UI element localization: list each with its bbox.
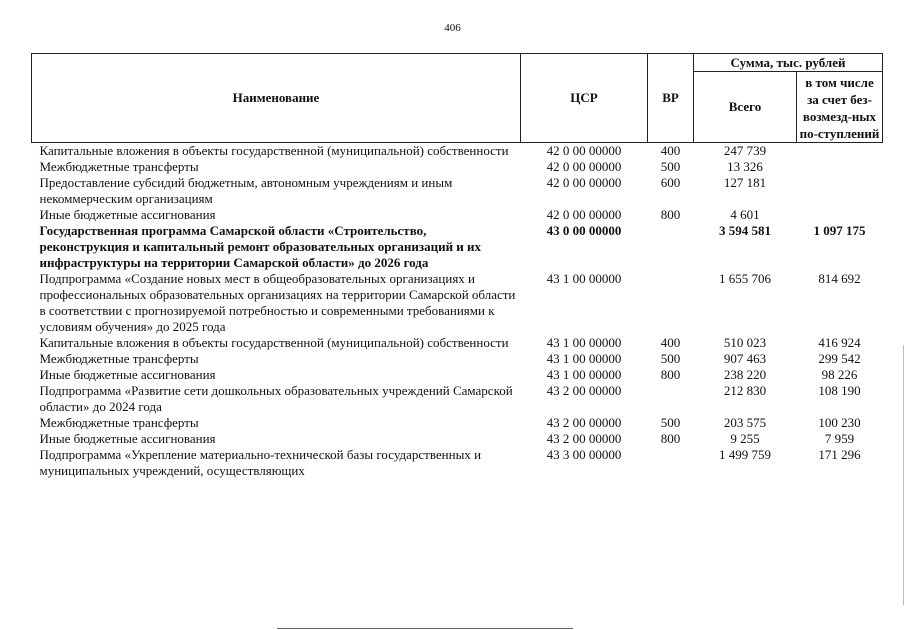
table-row bbox=[32, 223, 883, 271]
header-sum-group: Сумма, тыс. рублей bbox=[694, 54, 883, 72]
row-name: Межбюджетные трансферты bbox=[39, 159, 199, 174]
row-total: 4 601 bbox=[730, 207, 760, 222]
row-csr: 42 0 00 00000 bbox=[546, 159, 622, 174]
row-csr: 43 1 00 00000 bbox=[546, 351, 622, 366]
row-total: 203 575 bbox=[723, 415, 767, 430]
row-name: Капитальные вложения в объекты государственной (муниципальной) собственности bbox=[39, 335, 509, 350]
row-name: Иные бюджетные ассигнования bbox=[39, 431, 216, 446]
header-total: Всего bbox=[694, 72, 797, 143]
row-csr: 42 0 00 00000 bbox=[546, 175, 622, 190]
row-name: Капитальные вложения в объекты государственной (муниципальной) собственности bbox=[39, 143, 509, 158]
row-total: 510 023 bbox=[723, 335, 767, 350]
row-vr bbox=[648, 223, 694, 271]
row-vr: 500 bbox=[660, 351, 681, 366]
row-name: Подпрограмма «Создание новых мест в общеобразовательных организациях и профессиональных образовательных организациях на территории Самарской области в соответствии с прогнозируемой потребностью и современными требованиями к условиям обучения» до 2025 года bbox=[39, 271, 516, 334]
budget-table bbox=[31, 53, 883, 479]
table-row bbox=[32, 351, 883, 367]
table-row bbox=[32, 271, 883, 335]
row-total: 9 255 bbox=[730, 431, 760, 446]
row-csr: 43 1 00 00000 bbox=[546, 271, 622, 286]
row-csr: 43 2 00 00000 bbox=[546, 431, 622, 446]
table-row bbox=[32, 383, 883, 415]
row-including: 7 959 bbox=[824, 431, 855, 446]
row-total: 1 499 759 bbox=[719, 447, 771, 462]
row-name: Государственная программа Самарской области «Строительство, реконструкция и капитальный ремонт образовательных организаций и их инфраструктуры на территории Самарской области» до 2026 года bbox=[39, 223, 482, 270]
table-row bbox=[32, 447, 883, 479]
table-row bbox=[32, 175, 883, 207]
row-including: 299 542 bbox=[818, 351, 861, 366]
header-name: Наименование bbox=[32, 54, 521, 143]
table-body bbox=[32, 143, 883, 480]
row-vr: 400 bbox=[660, 335, 681, 350]
row-name: Иные бюджетные ассигнования bbox=[39, 207, 216, 222]
row-vr: 800 bbox=[660, 207, 681, 222]
row-name: Межбюджетные трансферты bbox=[39, 415, 199, 430]
row-vr: 400 bbox=[660, 143, 681, 158]
row-vr: 800 bbox=[660, 431, 681, 446]
row-including: 100 230 bbox=[818, 415, 861, 430]
row-csr: 43 1 00 00000 bbox=[546, 335, 622, 350]
row-name: Предоставление субсидий бюджетным, автономным учреждениям и иным некоммерческим организациям bbox=[39, 175, 453, 206]
table-row bbox=[32, 367, 883, 383]
row-total: 3 594 581 bbox=[719, 223, 771, 238]
table-row bbox=[32, 431, 883, 447]
row-vr bbox=[648, 383, 694, 415]
row-vr: 500 bbox=[660, 159, 681, 174]
row-vr: 500 bbox=[660, 415, 681, 430]
row-name: Подпрограмма «Укрепление материально-технической базы государственных и муниципальных учреждений, осуществляющих bbox=[39, 447, 482, 478]
row-name: Межбюджетные трансферты bbox=[39, 351, 199, 366]
table-row bbox=[32, 143, 883, 160]
row-including bbox=[797, 143, 883, 160]
row-vr: 800 bbox=[660, 367, 681, 382]
row-csr: 43 2 00 00000 bbox=[546, 383, 622, 398]
row-total: 13 326 bbox=[727, 159, 763, 174]
row-csr: 43 0 00 00000 bbox=[546, 223, 622, 238]
page-number: 406 bbox=[444, 22, 461, 34]
row-total: 247 739 bbox=[723, 143, 767, 158]
header-csr: ЦСР bbox=[521, 54, 648, 143]
row-name: Иные бюджетные ассигнования bbox=[39, 367, 216, 382]
row-csr: 43 3 00 00000 bbox=[546, 447, 622, 462]
row-total: 127 181 bbox=[723, 175, 767, 190]
row-including bbox=[797, 159, 883, 175]
row-vr bbox=[648, 271, 694, 335]
row-total: 907 463 bbox=[723, 351, 767, 366]
row-csr: 43 1 00 00000 bbox=[546, 367, 622, 382]
row-name: Подпрограмма «Развитие сети дошкольных образовательных учреждений Самарской области» до 2024 года bbox=[39, 383, 513, 414]
row-including: 814 692 bbox=[818, 271, 861, 286]
table-row bbox=[32, 207, 883, 223]
row-total: 238 220 bbox=[723, 367, 767, 382]
row-csr: 43 2 00 00000 bbox=[546, 415, 622, 430]
scan-edge-mark bbox=[903, 345, 904, 605]
table-row bbox=[32, 415, 883, 431]
header-including: в том числе за счет без-возмезд-ных по-ступлений bbox=[797, 72, 883, 143]
table-row bbox=[32, 159, 883, 175]
row-including: 108 190 bbox=[818, 383, 861, 398]
row-vr bbox=[648, 447, 694, 479]
row-csr: 42 0 00 00000 bbox=[546, 207, 622, 222]
row-including bbox=[797, 207, 883, 223]
row-including: 416 924 bbox=[818, 335, 861, 350]
footnote-divider bbox=[277, 628, 573, 629]
row-vr: 600 bbox=[660, 175, 681, 190]
row-csr: 42 0 00 00000 bbox=[546, 143, 622, 158]
row-including: 98 226 bbox=[821, 367, 858, 382]
row-including: 171 296 bbox=[818, 447, 861, 462]
table-row bbox=[32, 335, 883, 351]
row-total: 1 655 706 bbox=[719, 271, 771, 286]
row-total: 212 830 bbox=[723, 383, 767, 398]
header-vr: ВР bbox=[648, 54, 694, 143]
row-including: 1 097 175 bbox=[813, 223, 866, 238]
row-including bbox=[797, 175, 883, 207]
